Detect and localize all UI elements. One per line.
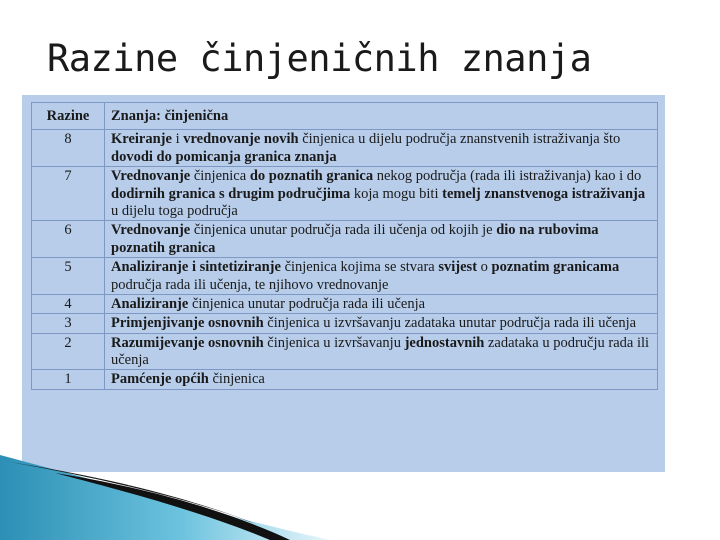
plain-text: koja mogu biti <box>350 185 443 202</box>
level-cell: 1 <box>32 370 105 389</box>
plain-text: činjenica unutar područja rada ili učenja <box>188 295 426 312</box>
table-header-row <box>32 103 658 130</box>
emphasized-text: dio na rubovima poznatih granica <box>111 222 599 256</box>
knowledge-levels-table-wrap <box>31 102 658 390</box>
level-cell: 2 <box>32 333 105 370</box>
table-row <box>32 130 658 167</box>
plain-text: činjenica <box>190 168 250 185</box>
plain-text: u dijelu toga područja <box>111 202 238 219</box>
slide-title: Razine činjeničnih znanja <box>47 37 592 80</box>
emphasized-text: Vrednovanje <box>111 222 191 239</box>
plain-text: činjenica kojima se stvara <box>280 259 439 276</box>
description-cell <box>105 221 658 258</box>
plain-text: zadataka u području rada ili učenja <box>111 334 650 369</box>
level-cell: 3 <box>32 314 105 333</box>
table-row <box>32 167 658 221</box>
table-row <box>32 370 658 389</box>
description-cell <box>105 294 658 313</box>
plain-text: činjenica u dijelu područja znanstvenih istraživanja što <box>298 131 621 148</box>
knowledge-levels-table <box>31 102 658 390</box>
emphasized-text: Pamćenje općih <box>111 371 209 388</box>
plain-text: činjenica u izvršavanju zadataka unutar područja rada ili učenja <box>263 315 637 332</box>
emphasized-text: do poznatih granica <box>249 168 374 185</box>
emphasized-text: Razumijevanje osnovnih <box>111 334 264 351</box>
emphasized-text: Kreiranje <box>111 131 172 148</box>
table-body <box>32 130 658 389</box>
column-header-levels: Razine <box>32 103 105 130</box>
decorative-swoosh <box>0 440 720 540</box>
table-panel <box>22 95 665 472</box>
emphasized-text: Primjenjivanje osnovnih <box>111 315 264 332</box>
column-header-knowledge: Znanja: činjenična <box>105 103 658 130</box>
plain-text: činjenica unutar područja rada ili učenja od kojih je <box>190 222 497 239</box>
plain-text: nekog područja (rada ili istraživanja) kao i do <box>373 168 642 185</box>
description-cell <box>105 333 658 370</box>
emphasized-text: svijest <box>438 259 478 276</box>
table-row <box>32 221 658 258</box>
emphasized-text: dodirnih granica s drugim područjima <box>111 185 351 202</box>
plain-text: i <box>171 131 184 148</box>
level-cell: 8 <box>32 130 105 167</box>
emphasized-text: temelj znanstvenoga istraživanja <box>442 185 646 202</box>
emphasized-text: Vrednovanje <box>111 168 191 185</box>
plain-text: o <box>477 259 492 276</box>
level-cell: 4 <box>32 294 105 313</box>
table-row <box>32 314 658 333</box>
level-cell: 5 <box>32 258 105 295</box>
description-cell <box>105 167 658 221</box>
description-cell <box>105 314 658 333</box>
emphasized-text: jednostavnih <box>404 334 485 351</box>
emphasized-text: poznatim granicama <box>491 259 620 276</box>
level-cell: 6 <box>32 221 105 258</box>
table-row <box>32 258 658 295</box>
description-cell <box>105 370 658 389</box>
plain-text: činjenica <box>208 371 265 388</box>
emphasized-text: vrednovanje novih <box>183 131 299 148</box>
emphasized-text: dovodi do pomicanja granica znanja <box>111 148 337 165</box>
emphasized-text: Analiziranje i sintetiziranje <box>111 259 281 276</box>
level-cell: 7 <box>32 167 105 221</box>
table-row <box>32 333 658 370</box>
description-cell <box>105 130 658 167</box>
emphasized-text: Analiziranje <box>111 295 189 312</box>
description-cell <box>105 258 658 295</box>
plain-text: činjenica u izvršavanju <box>263 334 405 351</box>
table-row <box>32 294 658 313</box>
plain-text: područja rada ili učenja, te njihovo vrednovanje <box>111 276 389 293</box>
